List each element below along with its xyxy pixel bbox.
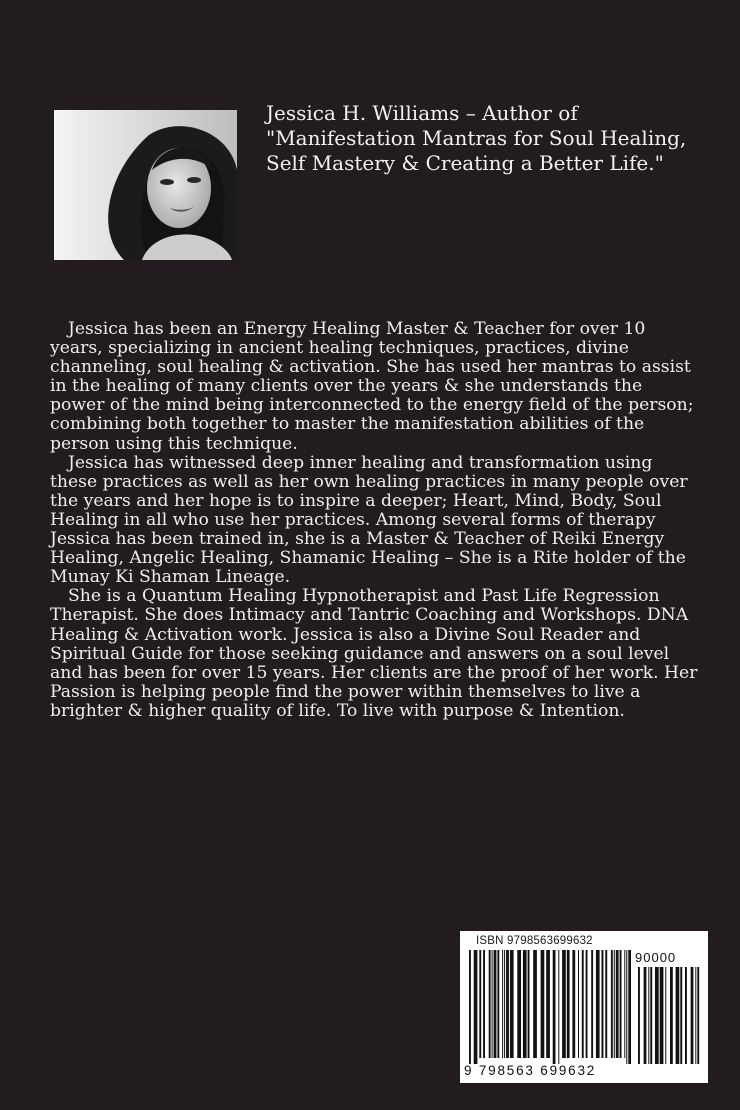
barcode-digits: 9 798563 699632 <box>464 1063 597 1078</box>
barcode-bar <box>695 967 696 1064</box>
barcode-bar <box>533 950 537 1058</box>
barcode-bar <box>660 967 664 1064</box>
author-portrait-illustration <box>54 110 237 260</box>
barcode-bar <box>541 950 545 1058</box>
barcode-bar <box>596 950 600 1058</box>
barcode-bar <box>469 950 471 1064</box>
barcode-bar <box>655 967 659 1064</box>
barcode-bar <box>680 967 682 1064</box>
barcode-bar <box>492 950 493 1058</box>
bio-paragraph: Jessica has been an Energy Healing Master & Teacher for over 10 years, specializing in ancient healing techniques, practices, divine channeling, soul healing & activation. She has used her mantras to assist in the healing of many clients over the years & she understands the power of the mind being interconnected to the energy field of the person; combining both together to master the manifestation abilities of the person using this technique. <box>50 319 694 454</box>
barcode-bar <box>670 967 673 1064</box>
barcode-bar <box>691 967 694 1064</box>
barcode-bar <box>665 967 666 1064</box>
barcode-bar <box>648 967 649 1064</box>
barcode-bar <box>616 950 619 1058</box>
barcode-bar <box>504 950 505 1058</box>
barcode-bar <box>572 950 575 1058</box>
author-bio <box>50 320 700 721</box>
barcode-bar <box>628 950 631 1064</box>
barcode-bar <box>591 950 593 1058</box>
barcode-bar <box>558 950 559 1064</box>
isbn-label: ISBN 9798563699632 <box>476 935 593 947</box>
barcode-bar <box>506 950 509 1058</box>
barcode-bar <box>586 950 588 1058</box>
barcode-bar <box>676 967 680 1064</box>
barcode-bar <box>620 950 622 1058</box>
barcode-bar <box>553 950 556 1064</box>
barcode-bar <box>562 950 566 1058</box>
barcode-bar <box>497 950 499 1058</box>
barcode-bar <box>624 950 625 1058</box>
barcode-bar <box>517 950 521 1058</box>
barcode-bar <box>685 967 687 1064</box>
barcode-bar <box>567 950 570 1058</box>
barcode-bar <box>638 967 640 1064</box>
barcode-bar <box>510 950 514 1058</box>
barcode-bar <box>605 950 607 1058</box>
isbn-barcode <box>460 931 708 1083</box>
barcode-bar <box>546 950 550 1058</box>
bio-paragraph: Jessica has witnessed deep inner healing and transformation using these practices as well as her own healing practices in many people over the years and her hope is to inspire a deeper; Heart, Mind, Body, Soul Healing in all who use her practices. Among several forms of therapy Jessica has been trained in, she is a Master & Teacher of Reiki Energy Healing, Angelic Healing, Shamanic Healing – She is a Rite holder of the Munay Ki Shaman Lineage. <box>50 452 688 588</box>
barcode-bar <box>644 967 647 1064</box>
barcode-bar <box>697 967 699 1064</box>
barcode-bar <box>474 950 478 1064</box>
barcode-bar <box>626 950 627 1064</box>
barcode-bar <box>494 950 497 1058</box>
barcode-bar <box>479 950 481 1058</box>
barcode-addon-bars <box>638 967 700 1064</box>
barcode-bar <box>578 950 579 1058</box>
barcode-bar <box>650 967 652 1064</box>
price-code: 90000 <box>635 950 677 965</box>
barcode-bar <box>489 950 491 1058</box>
barcode-bars <box>469 950 631 1064</box>
barcode-bar <box>611 950 613 1058</box>
barcode-bar <box>614 950 615 1058</box>
bio-paragraph: She is a Quantum Healing Hypnotherapist and Past Life Regression Therapist. She does Intimacy and Tantric Coaching and Workshops. DNA Healing & Activation work. Jessica is also a Divine Soul Reader and Spiritual Guide for those seeking guidance and answers on a soul level and has been for over 15 years. Her clients are the proof of her work. Her Passion is helping people find the power within themselves to live a brighter & higher quality of life. To live with purpose & Intention. <box>50 586 698 721</box>
barcode-bar <box>483 950 485 1058</box>
barcode-bar <box>582 950 584 1058</box>
author-title: Jessica H. Williams – Author of "Manifestation Mantras for Soul Healing, Self Mastery & Creating a Better Life." <box>266 101 687 175</box>
barcode-bar <box>528 950 530 1058</box>
barcode-bar <box>523 950 527 1058</box>
author-photo <box>54 110 237 260</box>
barcode-bar <box>502 950 503 1058</box>
barcode-bar <box>602 950 604 1058</box>
